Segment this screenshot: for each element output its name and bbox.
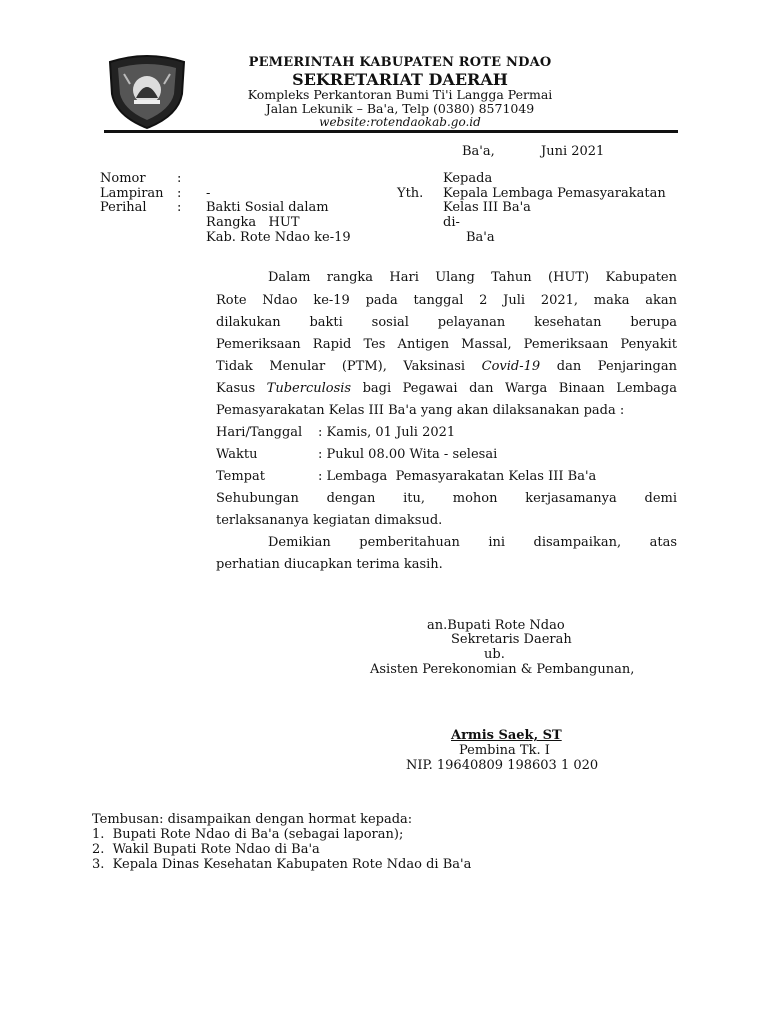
body-p1-line6-a: Kasus bbox=[216, 381, 267, 396]
signature-line2: Sekretaris Daerah bbox=[451, 632, 572, 647]
body-p1-line5-a: Tidak Menular (PTM), Vaksinasi bbox=[216, 359, 482, 374]
perihal-label: Perihal bbox=[100, 200, 147, 215]
letterhead-address: Kompleks Perkantoran Bumi Ti'i Langga Permai bbox=[247, 87, 553, 102]
signature-line1: an.Bupati Rote Ndao bbox=[427, 618, 565, 633]
date-month-year: Juni 2021 bbox=[541, 144, 605, 159]
tempat-label: Tempat bbox=[216, 469, 265, 484]
tembusan-title: Tembusan: disampaikan dengan hormat kepada: bbox=[92, 812, 413, 827]
body-p1-line5 bbox=[216, 359, 677, 374]
perihal-line1: Bakti Sosial dalam bbox=[206, 200, 329, 215]
body-p1-line6 bbox=[216, 381, 677, 396]
recipient-line2: Kelas III Ba'a bbox=[443, 200, 531, 215]
body-p1-line5-c: dan Penjaringan bbox=[540, 359, 677, 374]
body-p1-line6-tb: Tuberculosis bbox=[266, 381, 352, 396]
hari-value: : Kamis, 01 Juli 2021 bbox=[318, 425, 456, 440]
tembusan-item: 2. Wakil Bupati Rote Ndao di Ba'a bbox=[92, 842, 320, 857]
perihal-line3: Kab. Rote Ndao ke-19 bbox=[206, 230, 351, 245]
nomor-label: Nomor bbox=[100, 171, 146, 186]
recipient-kepada: Kepada bbox=[443, 171, 493, 186]
lampiran-value: - bbox=[206, 186, 211, 201]
letterhead-website: website:rotendaokab.go.id bbox=[319, 115, 481, 129]
body-p1-line1: Dalam rangka Hari Ulang Tahun (HUT) Kabupaten bbox=[268, 270, 677, 285]
recipient-line4: Ba'a bbox=[466, 230, 495, 245]
nomor-colon: : bbox=[177, 171, 182, 186]
recipient-line1: Kepala Lembaga Pemasyarakatan bbox=[443, 186, 666, 201]
hari-label: Hari/Tanggal bbox=[216, 425, 303, 440]
waktu-value: : Pukul 08.00 Wita - selesai bbox=[318, 447, 498, 462]
letterhead-office: SEKRETARIAT DAERAH bbox=[292, 70, 508, 89]
date-place: Ba'a, bbox=[462, 144, 495, 159]
perihal-line2: Rangka HUT bbox=[206, 215, 300, 230]
tembusan-item: 1. Bupati Rote Ndao di Ba'a (sebagai laporan); bbox=[92, 827, 404, 842]
body-p3-line1: Demikian pemberitahuan ini disampaikan, atas bbox=[268, 535, 677, 550]
body-p1-line3: dilakukan bakti sosial pelayanan kesehatan berupa bbox=[216, 315, 677, 330]
body-p1-line6-c: bagi Pegawai dan Warga Binaan Lembaga bbox=[351, 381, 678, 396]
recipient-yth: Yth. bbox=[397, 186, 424, 201]
letterhead-government: PEMERINTAH KABUPATEN ROTE NDAO bbox=[248, 55, 552, 70]
body-p2-line2: terlaksananya kegiatan dimaksud. bbox=[216, 513, 443, 528]
lampiran-colon: : bbox=[177, 186, 182, 201]
tembusan-item: 3. Kepala Dinas Kesehatan Kabupaten Rote Ndao di Ba'a bbox=[92, 857, 472, 872]
body-p1-line7: Pemasyarakatan Kelas III Ba'a yang akan dilaksanakan pada : bbox=[216, 403, 625, 418]
signatory-nip: NIP. 19640809 198603 1 020 bbox=[406, 758, 599, 773]
signature-line4: Asisten Perekonomian & Pembangunan, bbox=[370, 662, 635, 677]
body-p1-line4: Pemeriksaan Rapid Tes Antigen Massal, Pemeriksaan Penyakit bbox=[216, 337, 677, 352]
lampiran-label: Lampiran bbox=[100, 186, 164, 201]
letterhead-divider bbox=[104, 130, 678, 133]
waktu-label: Waktu bbox=[216, 447, 258, 462]
signatory-rank: Pembina Tk. I bbox=[459, 743, 550, 758]
perihal-colon: : bbox=[177, 200, 182, 215]
tempat-value: : Lembaga Pemasyarakatan Kelas III Ba'a bbox=[318, 469, 597, 484]
body-p1-line5-covid: Covid-19 bbox=[481, 359, 541, 374]
body-p2-line1: Sehubungan dengan itu, mohon kerjasamanya demi bbox=[216, 491, 677, 506]
signatory-name: Armis Saek, ST bbox=[451, 728, 562, 743]
signature-line3: ub. bbox=[484, 647, 505, 662]
regency-logo bbox=[106, 54, 188, 130]
recipient-line3: di- bbox=[443, 215, 460, 230]
body-p1-line2: Rote Ndao ke-19 pada tanggal 2 Juli 2021, maka akan bbox=[216, 293, 677, 308]
body-p3-line2: perhatian diucapkan terima kasih. bbox=[216, 557, 443, 572]
letterhead-street-phone: Jalan Lekunik – Ba'a, Telp (0380) 8571049 bbox=[265, 101, 535, 116]
